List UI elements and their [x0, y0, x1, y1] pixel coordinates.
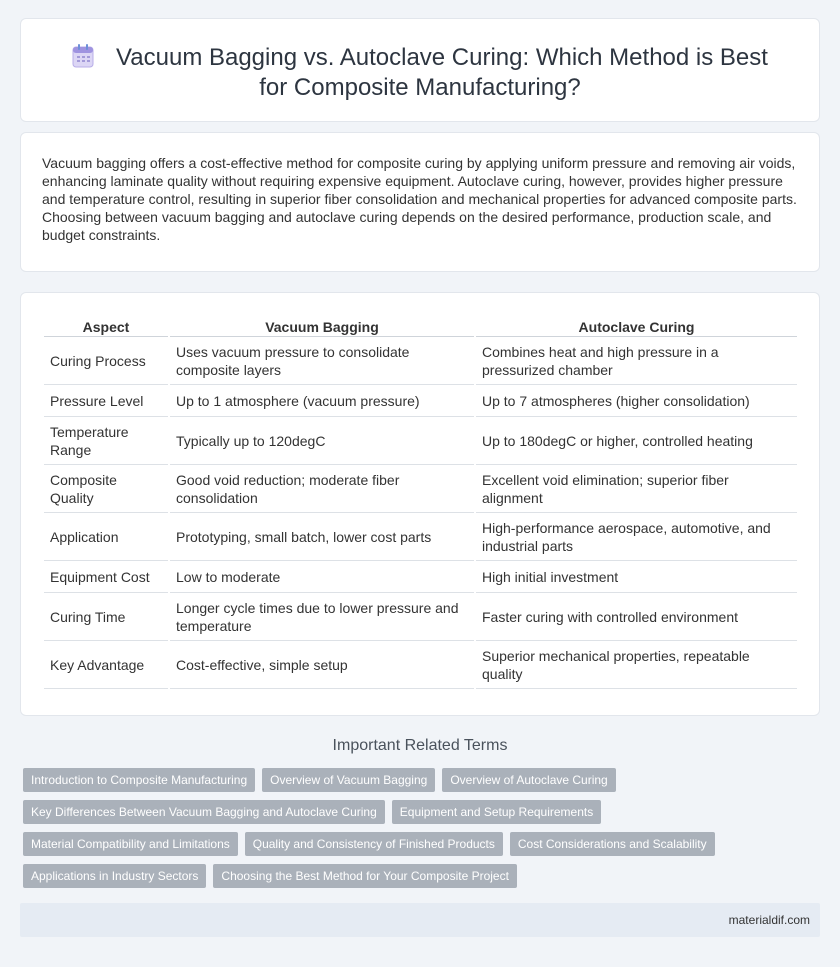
table-row	[44, 465, 797, 513]
cell-autoclave: Up to 7 atmospheres (higher consolidation)	[476, 385, 797, 417]
cell-vacuum: Up to 1 atmosphere (vacuum pressure)	[170, 385, 474, 417]
related-terms-tags	[23, 768, 813, 896]
table-row	[44, 417, 797, 465]
related-term-tag[interactable]: Equipment and Setup Requirements	[392, 800, 601, 824]
related-term-tag[interactable]: Overview of Autoclave Curing	[442, 768, 615, 792]
cell-vacuum: Longer cycle times due to lower pressure and temperature	[170, 593, 474, 641]
related-term-tag[interactable]: Overview of Vacuum Bagging	[262, 768, 435, 792]
cell-autoclave: Up to 180degC or higher, controlled heating	[476, 417, 797, 465]
cell-aspect: Equipment Cost	[44, 561, 168, 593]
related-term-tag[interactable]: Key Differences Between Vacuum Bagging and Autoclave Curing	[23, 800, 385, 824]
header-autoclave-curing: Autoclave Curing	[476, 315, 797, 337]
title-card	[20, 18, 820, 122]
tag-row	[23, 832, 813, 856]
footer-site-link[interactable]: materialdif.com	[728, 913, 810, 927]
cell-vacuum: Uses vacuum pressure to consolidate composite layers	[170, 337, 474, 385]
table-row	[44, 513, 797, 561]
cell-aspect: Pressure Level	[44, 385, 168, 417]
related-term-tag[interactable]: Material Compatibility and Limitations	[23, 832, 238, 856]
tag-row	[23, 800, 813, 824]
header-aspect: Aspect	[44, 315, 168, 337]
intro-card	[20, 132, 820, 272]
cell-vacuum: Cost-effective, simple setup	[170, 641, 474, 689]
cell-autoclave: Faster curing with controlled environment	[476, 593, 797, 641]
cell-autoclave: Excellent void elimination; superior fiber alignment	[476, 465, 797, 513]
cell-vacuum: Typically up to 120degC	[170, 417, 474, 465]
related-term-tag[interactable]: Introduction to Composite Manufacturing	[23, 768, 255, 792]
cell-autoclave: Superior mechanical properties, repeatable quality	[476, 641, 797, 689]
cell-aspect: Key Advantage	[44, 641, 168, 689]
table-row	[44, 337, 797, 385]
cell-aspect: Curing Process	[44, 337, 168, 385]
related-term-tag[interactable]: Quality and Consistency of Finished Products	[245, 832, 503, 856]
cell-aspect: Composite Quality	[44, 465, 168, 513]
table-row	[44, 385, 797, 417]
related-term-tag[interactable]: Applications in Industry Sectors	[23, 864, 206, 888]
related-term-tag[interactable]: Cost Considerations and Scalability	[510, 832, 715, 856]
comparison-table	[42, 315, 799, 689]
table-row	[44, 593, 797, 641]
cell-autoclave: Combines heat and high pressure in a pressurized chamber	[476, 337, 797, 385]
tag-row	[23, 768, 813, 792]
cell-vacuum: Good void reduction; moderate fiber consolidation	[170, 465, 474, 513]
header-vacuum-bagging: Vacuum Bagging	[170, 315, 474, 337]
cell-vacuum: Low to moderate	[170, 561, 474, 593]
related-terms-title: Important Related Terms	[332, 737, 508, 754]
cell-aspect: Curing Time	[44, 593, 168, 641]
table-row	[44, 641, 797, 689]
tag-row	[23, 864, 813, 888]
intro-paragraph: Vacuum bagging offers a cost-effective method for composite curing by applying uniform pressure and removing air voids, enhancing laminate quality without requiring expensive equipment. Autoclave curing, however, provides higher pressure and temperature control, resulting in superior fiber consolidation and mechanical properties for advanced composite parts. Choosing between vacuum bagging and autoclave curing depends on the desired performance, production scale, and budget constraints.	[42, 155, 797, 243]
cell-aspect: Application	[44, 513, 168, 561]
comparison-card	[20, 292, 820, 716]
page-title: Vacuum Bagging vs. Autoclave Curing: Which Method is Best for Composite Manufacturing?	[116, 44, 768, 101]
calendar-icon	[72, 44, 94, 68]
page-title-wrap	[21, 43, 819, 103]
cell-autoclave: High initial investment	[476, 561, 797, 593]
table-header-row	[44, 315, 797, 337]
cell-autoclave: High-performance aerospace, automotive, and industrial parts	[476, 513, 797, 561]
cell-aspect: Temperature Range	[44, 417, 168, 465]
table-row	[44, 561, 797, 593]
cell-vacuum: Prototyping, small batch, lower cost parts	[170, 513, 474, 561]
footer	[20, 903, 820, 937]
related-term-tag[interactable]: Choosing the Best Method for Your Composite Project	[213, 864, 517, 888]
